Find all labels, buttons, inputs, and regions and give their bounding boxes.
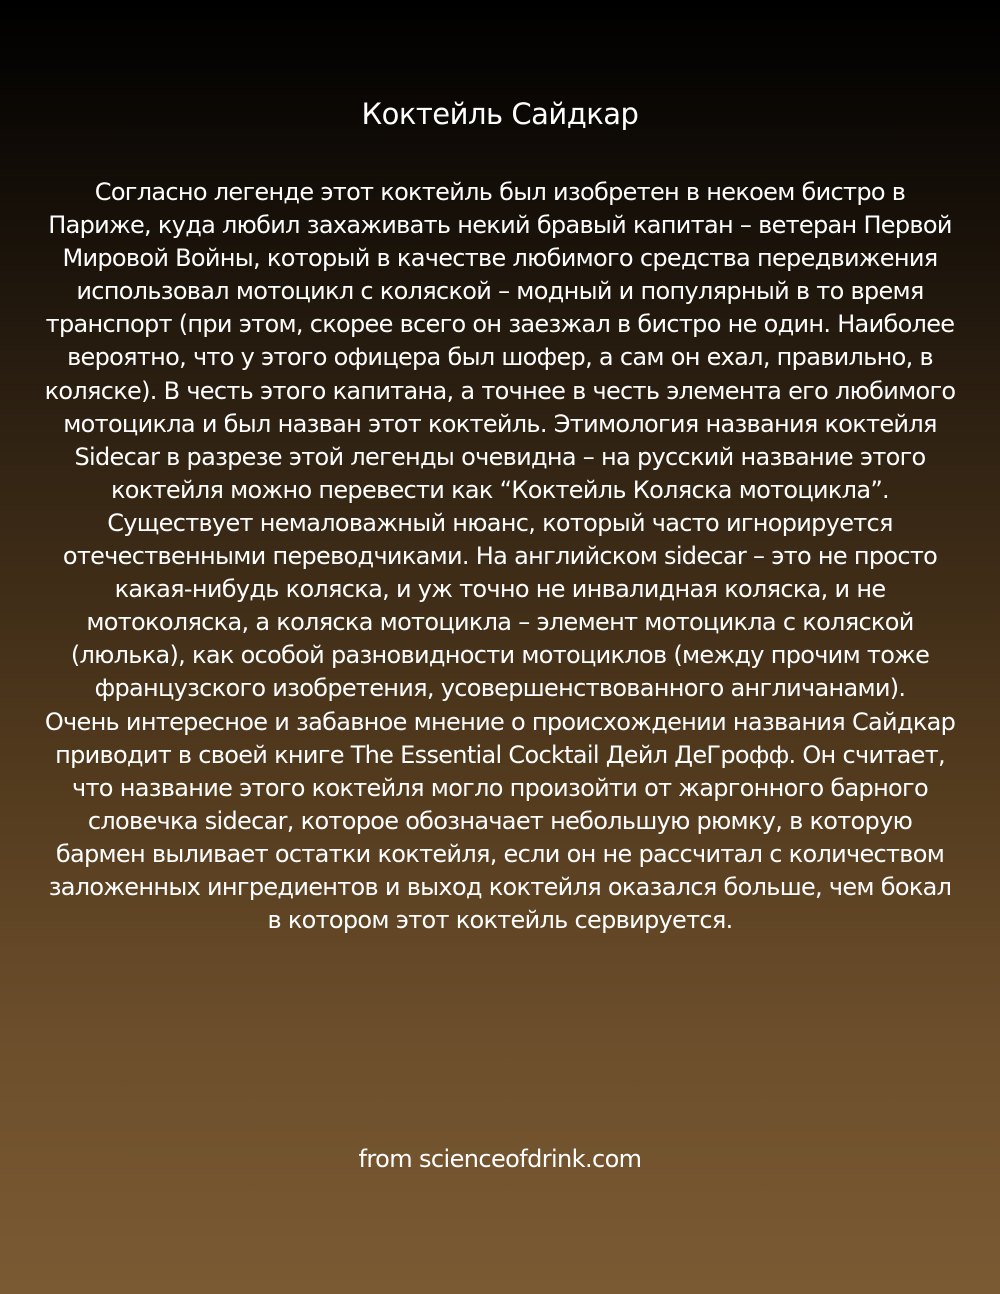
paragraph-legend: Согласно легенде этот коктейль был изобретен в некоем бистро в Париже, куда любил захаживать некий бравый капитан – ветеран Первой Мировой Войны, который в качестве любимого средства передвижения использовал мотоцикл с коляской – модный и популярный в то время транспорт (при этом, скорее всего он заезжал в бистро не один. Наиболее вероятно, что у этого офицера был шофер, а сам он ехал, правильно, в коляске). В честь этого капитана, а точнее в честь элемента его любимого мотоцикла и был назван этот коктейль. Этимология названия коктейля Sidecar в разрезе этой легенды очевидна – на русский название этого коктейля можно перевести как “Коктейль Коляска мотоцикла”. Существует немаловажный нюанс, который часто игнорируется отечественными переводчиками. На английском sidecar – это не просто какая-нибудь коляска, и уж точно не инвалидная коляска, и не мотоколяска, а коляска мотоцикла – элемент мотоцикла с коляской (люлька), как особой разновидности мотоциклов (между прочим тоже французского изобретения, усовершенствованного англичанами). bbox=[44, 178, 956, 703]
article-body bbox=[40, 176, 960, 937]
source-credit: from scienceofdrink.com bbox=[358, 1145, 642, 1173]
paragraph-degroff: Очень интересное и забавное мнение о происхождении названия Сайдкар приводит в своей книге The Essential Cocktail Дейл ДеГрофф. Он считает, что название этого коктейля могло произойти от жаргонного барного словечка sidecar, которое обозначает небольшую рюмку, в которую бармен выливает остатки коктейля, если он не рассчитал с количеством заложенных ингредиентов и выход коктейля оказался больше, чем бокал в котором этот коктейль сервируется. bbox=[44, 707, 956, 935]
page-title: Коктейль Сайдкар bbox=[361, 97, 639, 131]
